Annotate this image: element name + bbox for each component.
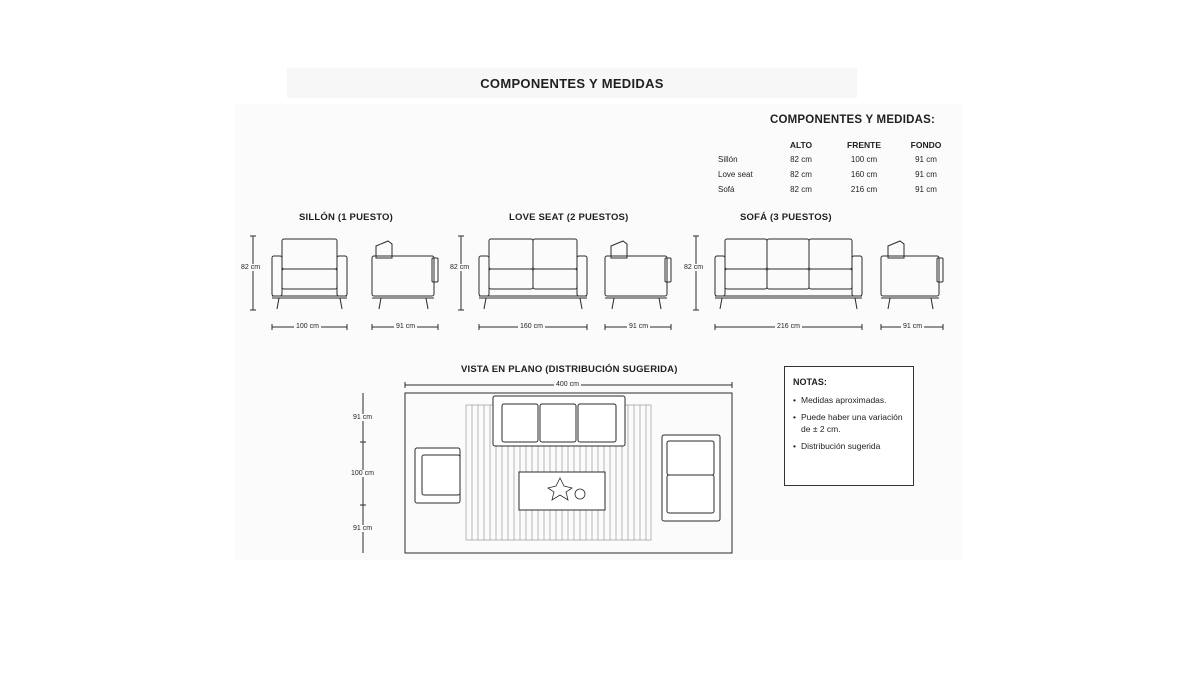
loveseat-depth-label: 91 cm (629, 323, 649, 330)
armchair-front-label: 100 cm (296, 323, 319, 330)
list-item (793, 411, 905, 435)
note-text: Puede haber una variación de ± 2 cm. (801, 412, 903, 434)
elevation-dimension-lines (250, 236, 943, 330)
bullet-icon: • (793, 441, 796, 451)
sofa-depth-label: 91 cm (903, 323, 923, 330)
list-item (793, 440, 905, 452)
row-name: Sillón (718, 155, 738, 164)
plan-width-label: 400 cm (556, 381, 579, 388)
loveseat-front-drawing (479, 239, 587, 309)
row-frente: 216 cm (850, 185, 878, 194)
armchair-front-drawing (272, 239, 347, 309)
note-text: Distribución sugerida (801, 441, 881, 451)
bullet-icon: • (793, 395, 796, 405)
row-alto: 82 cm (790, 170, 812, 179)
row-alto: 82 cm (790, 155, 812, 164)
armchair-height-label: 82 cm (241, 264, 261, 271)
plan-armchair (415, 448, 460, 503)
sofa-title: SOFÁ (3 PUESTOS) (740, 212, 832, 223)
coffee-table (519, 472, 605, 510)
armchair-depth-label: 91 cm (396, 323, 416, 330)
specs-col-alto: ALTO (789, 140, 813, 150)
specs-col-frente: FRENTE (847, 140, 881, 150)
plan-left-dim-3: 91 cm (353, 525, 373, 532)
row-fondo: 91 cm (915, 155, 937, 164)
notes-title: NOTAS: (793, 377, 827, 387)
row-alto: 82 cm (790, 185, 812, 194)
loveseat-front-label: 160 cm (520, 323, 543, 330)
loveseat-height-label: 82 cm (450, 264, 470, 271)
sofa-height-label: 82 cm (684, 264, 704, 271)
row-fondo: 91 cm (915, 185, 937, 194)
row-name: Love seat (718, 170, 753, 179)
specs-col-fondo: FONDO (910, 140, 942, 150)
loveseat-title: LOVE SEAT (2 PUESTOS) (509, 212, 629, 223)
plan-loveseat (662, 435, 720, 521)
list-item (793, 394, 905, 406)
row-frente: 160 cm (850, 170, 878, 179)
plan-title: VISTA EN PLANO (DISTRIBUCIÓN SUGERIDA) (461, 364, 678, 375)
sofa-front-drawing (715, 239, 862, 309)
plan-left-dim-2: 100 cm (351, 470, 374, 477)
armchair-title: SILLÓN (1 PUESTO) (299, 212, 394, 223)
plan-sofa (493, 396, 625, 446)
bullet-icon: • (793, 412, 796, 422)
loveseat-side-drawing (605, 241, 671, 309)
armchair-side-drawing (372, 241, 438, 309)
row-fondo: 91 cm (915, 170, 937, 179)
note-text: Medidas aproximadas. (801, 395, 887, 405)
page-title: COMPONENTES Y MEDIDAS (480, 76, 664, 91)
row-frente: 100 cm (850, 155, 878, 164)
plan-left-dim-1: 91 cm (353, 414, 373, 421)
floor-plan-drawing (360, 382, 732, 553)
sofa-side-drawing (881, 241, 943, 309)
notes-box (784, 366, 914, 486)
sofa-front-label: 216 cm (777, 323, 800, 330)
specs-title: COMPONENTES Y MEDIDAS: (770, 114, 935, 126)
row-name: Sofá (718, 185, 735, 194)
